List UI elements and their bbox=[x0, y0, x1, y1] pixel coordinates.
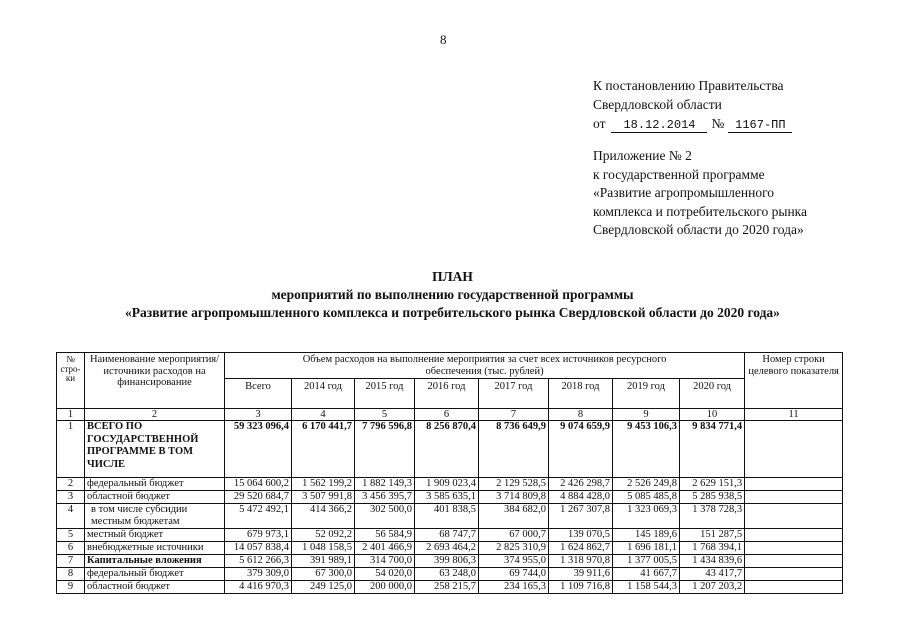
row-number: 3 bbox=[57, 491, 85, 504]
header-row-no: № стро- ки bbox=[57, 353, 85, 409]
row-value: 2 129 528,5 bbox=[479, 478, 549, 491]
column-number: 5 bbox=[355, 409, 415, 421]
row-value: 1 909 023,4 bbox=[415, 478, 479, 491]
plan-title-line-2: мероприятий по выполнению государственной программы bbox=[271, 287, 634, 302]
row-value: 29 520 684,7 bbox=[225, 491, 292, 504]
row-value: 5 472 492,1 bbox=[225, 504, 292, 529]
approval-date-line bbox=[593, 114, 792, 133]
row-target bbox=[745, 504, 843, 529]
row-value: 8 256 870,4 bbox=[415, 421, 479, 478]
row-value: 9 834 771,4 bbox=[680, 421, 745, 478]
row-value: 14 057 838,4 bbox=[225, 542, 292, 555]
row-name: Капитальные вложения bbox=[85, 555, 225, 568]
approval-number-sign: № bbox=[711, 116, 725, 131]
row-value: 43 417,7 bbox=[680, 568, 745, 581]
row-value: 2 526 249,8 bbox=[613, 478, 680, 491]
table-row bbox=[57, 421, 843, 478]
row-value: 1 696 181,1 bbox=[613, 542, 680, 555]
row-number: 8 bbox=[57, 568, 85, 581]
row-value: 314 700,0 bbox=[355, 555, 415, 568]
header-year: Всего bbox=[225, 379, 292, 409]
row-value: 1 624 862,7 bbox=[549, 542, 613, 555]
row-value: 54 020,0 bbox=[355, 568, 415, 581]
row-number: 5 bbox=[57, 529, 85, 542]
column-number: 9 bbox=[613, 409, 680, 421]
row-target bbox=[745, 421, 843, 478]
column-number-row bbox=[57, 409, 843, 421]
row-value: 374 955,0 bbox=[479, 555, 549, 568]
approval-line-2: Свердловской области bbox=[593, 97, 722, 112]
row-name: федеральный бюджет bbox=[85, 478, 225, 491]
row-value: 679 973,1 bbox=[225, 529, 292, 542]
table-row bbox=[57, 581, 843, 594]
row-number: 4 bbox=[57, 504, 85, 529]
row-value: 2 825 310,9 bbox=[479, 542, 549, 555]
row-name: федеральный бюджет bbox=[85, 568, 225, 581]
row-value: 2 693 464,2 bbox=[415, 542, 479, 555]
row-value: 1 207 203,2 bbox=[680, 581, 745, 594]
row-value: 3 714 809,8 bbox=[479, 491, 549, 504]
table-row bbox=[57, 568, 843, 581]
row-value: 302 500,0 bbox=[355, 504, 415, 529]
row-value: 5 285 938,5 bbox=[680, 491, 745, 504]
row-value: 1 158 544,3 bbox=[613, 581, 680, 594]
row-value: 414 366,2 bbox=[292, 504, 355, 529]
column-number: 6 bbox=[415, 409, 479, 421]
row-value: 258 215,7 bbox=[415, 581, 479, 594]
header-year: 2015 год bbox=[355, 379, 415, 409]
appendix-line: к государственной программе bbox=[593, 166, 765, 182]
row-target bbox=[745, 491, 843, 504]
row-value: 200 000,0 bbox=[355, 581, 415, 594]
table-row bbox=[57, 478, 843, 491]
row-name: областной бюджет bbox=[85, 491, 225, 504]
row-value: 41 667,7 bbox=[613, 568, 680, 581]
row-value: 9 074 659,9 bbox=[549, 421, 613, 478]
appendix-block bbox=[593, 147, 807, 240]
row-value: 67 000,7 bbox=[479, 529, 549, 542]
row-value: 1 378 728,3 bbox=[680, 504, 745, 529]
row-value: 1 562 199,2 bbox=[292, 478, 355, 491]
row-value: 1 434 839,6 bbox=[680, 555, 745, 568]
row-value: 56 584,9 bbox=[355, 529, 415, 542]
row-value: 1 109 716,8 bbox=[549, 581, 613, 594]
header-year: 2018 год bbox=[549, 379, 613, 409]
row-value: 234 165,3 bbox=[479, 581, 549, 594]
column-number: 4 bbox=[292, 409, 355, 421]
row-value: 52 092,2 bbox=[292, 529, 355, 542]
row-target bbox=[745, 568, 843, 581]
row-value: 3 456 395,7 bbox=[355, 491, 415, 504]
row-value: 1 768 394,1 bbox=[680, 542, 745, 555]
header-year: 2020 год bbox=[680, 379, 745, 409]
row-number: 6 bbox=[57, 542, 85, 555]
row-value: 145 189,6 bbox=[613, 529, 680, 542]
column-number: 11 bbox=[745, 409, 843, 421]
header-year: 2019 год bbox=[613, 379, 680, 409]
row-value: 2 426 298,7 bbox=[549, 478, 613, 491]
row-target bbox=[745, 529, 843, 542]
header-expenses: Объем расходов на выполнение мероприятия за счет всех источников ресурсного обеспечения (тыс. рублей) bbox=[225, 353, 745, 379]
row-value: 151 287,5 bbox=[680, 529, 745, 542]
table-row bbox=[57, 529, 843, 542]
appendix-line: Приложение № 2 bbox=[593, 148, 692, 163]
row-value: 39 911,6 bbox=[549, 568, 613, 581]
row-value: 6 170 441,7 bbox=[292, 421, 355, 478]
row-value: 8 736 649,9 bbox=[479, 421, 549, 478]
row-value: 3 585 635,1 bbox=[415, 491, 479, 504]
column-number: 8 bbox=[549, 409, 613, 421]
row-value: 391 989,1 bbox=[292, 555, 355, 568]
row-name: областной бюджет bbox=[85, 581, 225, 594]
row-value: 68 747,7 bbox=[415, 529, 479, 542]
row-number: 1 bbox=[57, 421, 85, 478]
row-value: 67 300,0 bbox=[292, 568, 355, 581]
row-value: 7 796 596,8 bbox=[355, 421, 415, 478]
header-target: Номер строки целевого показателя bbox=[745, 353, 843, 409]
header-year: 2014 год bbox=[292, 379, 355, 409]
approval-line-1: К постановлению Правительства bbox=[593, 78, 784, 93]
row-value: 401 838,5 bbox=[415, 504, 479, 529]
column-number: 2 bbox=[85, 409, 225, 421]
row-value: 1 882 149,3 bbox=[355, 478, 415, 491]
table-row bbox=[57, 504, 843, 529]
row-number: 9 bbox=[57, 581, 85, 594]
row-value: 63 248,0 bbox=[415, 568, 479, 581]
row-value: 1 323 069,3 bbox=[613, 504, 680, 529]
appendix-line: Свердловской области до 2020 года» bbox=[593, 222, 804, 238]
row-value: 59 323 096,4 bbox=[225, 421, 292, 478]
row-name: ВСЕГО ПО ГОСУДАРСТВЕННОЙ ПРОГРАММЕ В ТОМ ЧИСЛЕ bbox=[85, 421, 225, 478]
row-value: 4 416 970,3 bbox=[225, 581, 292, 594]
row-target bbox=[745, 555, 843, 568]
table-row bbox=[57, 542, 843, 555]
row-number: 2 bbox=[57, 478, 85, 491]
row-value: 139 070,5 bbox=[549, 529, 613, 542]
header-year: 2017 год bbox=[479, 379, 549, 409]
table-row bbox=[57, 555, 843, 568]
column-number: 3 bbox=[225, 409, 292, 421]
plan-title-line-1: ПЛАН bbox=[432, 269, 473, 284]
row-value: 1 377 005,5 bbox=[613, 555, 680, 568]
approval-number: 1167-ПП bbox=[728, 118, 792, 133]
row-target bbox=[745, 581, 843, 594]
row-name: местный бюджет bbox=[85, 529, 225, 542]
appendix-line: «Развитие агропромышленного bbox=[593, 185, 775, 201]
appendix-line: комплекса и потребительского рынка bbox=[593, 203, 808, 219]
row-value: 5 085 485,8 bbox=[613, 491, 680, 504]
column-number: 1 bbox=[57, 409, 85, 421]
plan-title-line-3: «Развитие агропромышленного комплекса и потребительского рынка Свердловской области до 2020 года» bbox=[125, 305, 780, 320]
plan-title bbox=[0, 268, 905, 322]
column-number: 7 bbox=[479, 409, 549, 421]
approval-from-label: от bbox=[593, 116, 606, 131]
row-value: 3 507 991,8 bbox=[292, 491, 355, 504]
page-number: 8 bbox=[440, 32, 447, 47]
row-name: в том числе субсидии местным бюджетам bbox=[85, 504, 225, 529]
header-year: 2016 год bbox=[415, 379, 479, 409]
header-name: Наименование мероприятия/ источники расходов на финансирование bbox=[85, 353, 225, 409]
row-value: 9 453 106,3 bbox=[613, 421, 680, 478]
row-value: 399 806,3 bbox=[415, 555, 479, 568]
row-target bbox=[745, 478, 843, 491]
row-target bbox=[745, 542, 843, 555]
approval-block bbox=[593, 76, 792, 133]
row-value: 4 884 428,0 bbox=[549, 491, 613, 504]
approval-date: 18.12.2014 bbox=[611, 118, 707, 133]
row-value: 1 048 158,5 bbox=[292, 542, 355, 555]
row-name: внебюджетные источники bbox=[85, 542, 225, 555]
row-value: 1 267 307,8 bbox=[549, 504, 613, 529]
table-row bbox=[57, 491, 843, 504]
row-value: 15 064 600,2 bbox=[225, 478, 292, 491]
column-number: 10 bbox=[680, 409, 745, 421]
row-value: 379 309,0 bbox=[225, 568, 292, 581]
row-value: 2 629 151,3 bbox=[680, 478, 745, 491]
plan-table bbox=[56, 352, 843, 594]
row-value: 384 682,0 bbox=[479, 504, 549, 529]
row-value: 1 318 970,8 bbox=[549, 555, 613, 568]
row-value: 249 125,0 bbox=[292, 581, 355, 594]
row-value: 5 612 266,3 bbox=[225, 555, 292, 568]
row-value: 2 401 466,9 bbox=[355, 542, 415, 555]
row-number: 7 bbox=[57, 555, 85, 568]
row-value: 69 744,0 bbox=[479, 568, 549, 581]
